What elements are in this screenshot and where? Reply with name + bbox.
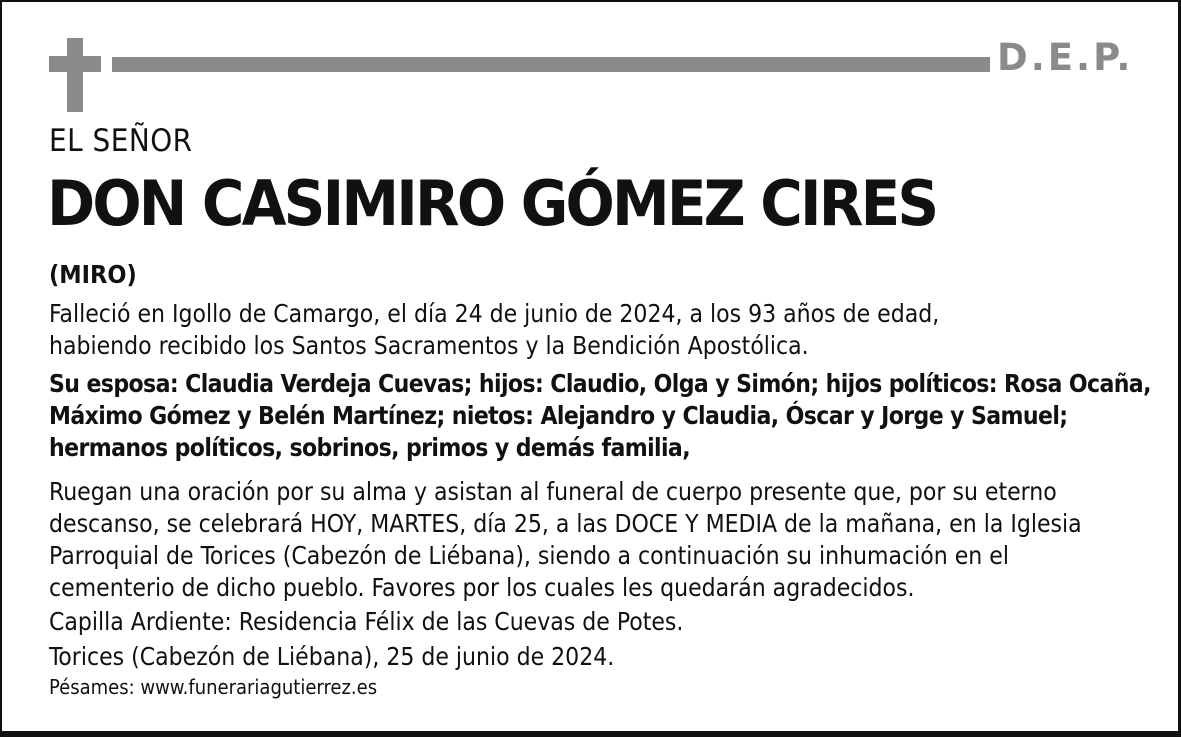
funeral-line: Ruegan una oración por su alma y asistan al funeral de cuerpo presente que, por su eterno [49, 477, 1057, 506]
dep-label: D.E.P. [997, 36, 1134, 79]
condolences-link[interactable]: Pésames: www.funerariagutierrez.es [49, 675, 378, 699]
deceased-name: DON CASIMIRO GÓMEZ CIRES [47, 167, 937, 240]
death-notice [49, 298, 1159, 362]
funeral-line: descanso, se celebrará HOY, MARTES, día 25, a las DOCE Y MEDIA de la mañana, en la Iglesia [49, 509, 1082, 538]
death-notice-line: Falleció en Igollo de Camargo, el día 24 de junio de 2024, a los 93 años de edad, [49, 299, 940, 328]
funeral-details [49, 476, 1159, 604]
family-line: Máximo Gómez y Belén Martínez; nietos: Alejandro y Claudia, Óscar y Jorge y Samuel; [49, 401, 1068, 430]
chapel-line: Capilla Ardiente: Residencia Félix de las Cuevas de Potes. [49, 607, 684, 636]
honorific: EL SEÑOR [49, 123, 193, 159]
family-list [49, 368, 1159, 464]
family-line: hermanos políticos, sobrinos, primos y demás familia, [49, 433, 690, 462]
cross-icon [49, 38, 101, 112]
header-rule [112, 57, 990, 72]
funeral-line: cementerio de dicho pueblo. Favores por los cuales les quedarán agradecidos. [49, 573, 915, 602]
deceased-alias: (MIRO) [49, 260, 137, 289]
place-date: Torices (Cabezón de Liébana), 25 de junio de 2024. [49, 642, 615, 671]
family-line: Su esposa: Claudia Verdeja Cuevas; hijos: Claudio, Olga y Simón; hijos políticos: Rosa Ocaña, [49, 369, 1151, 398]
death-notice-line: habiendo recibido los Santos Sacramentos y la Bendición Apostólica. [49, 331, 809, 360]
funeral-line: Parroquial de Torices (Cabezón de Liébana), siendo a continuación su inhumación en el [49, 541, 1009, 570]
